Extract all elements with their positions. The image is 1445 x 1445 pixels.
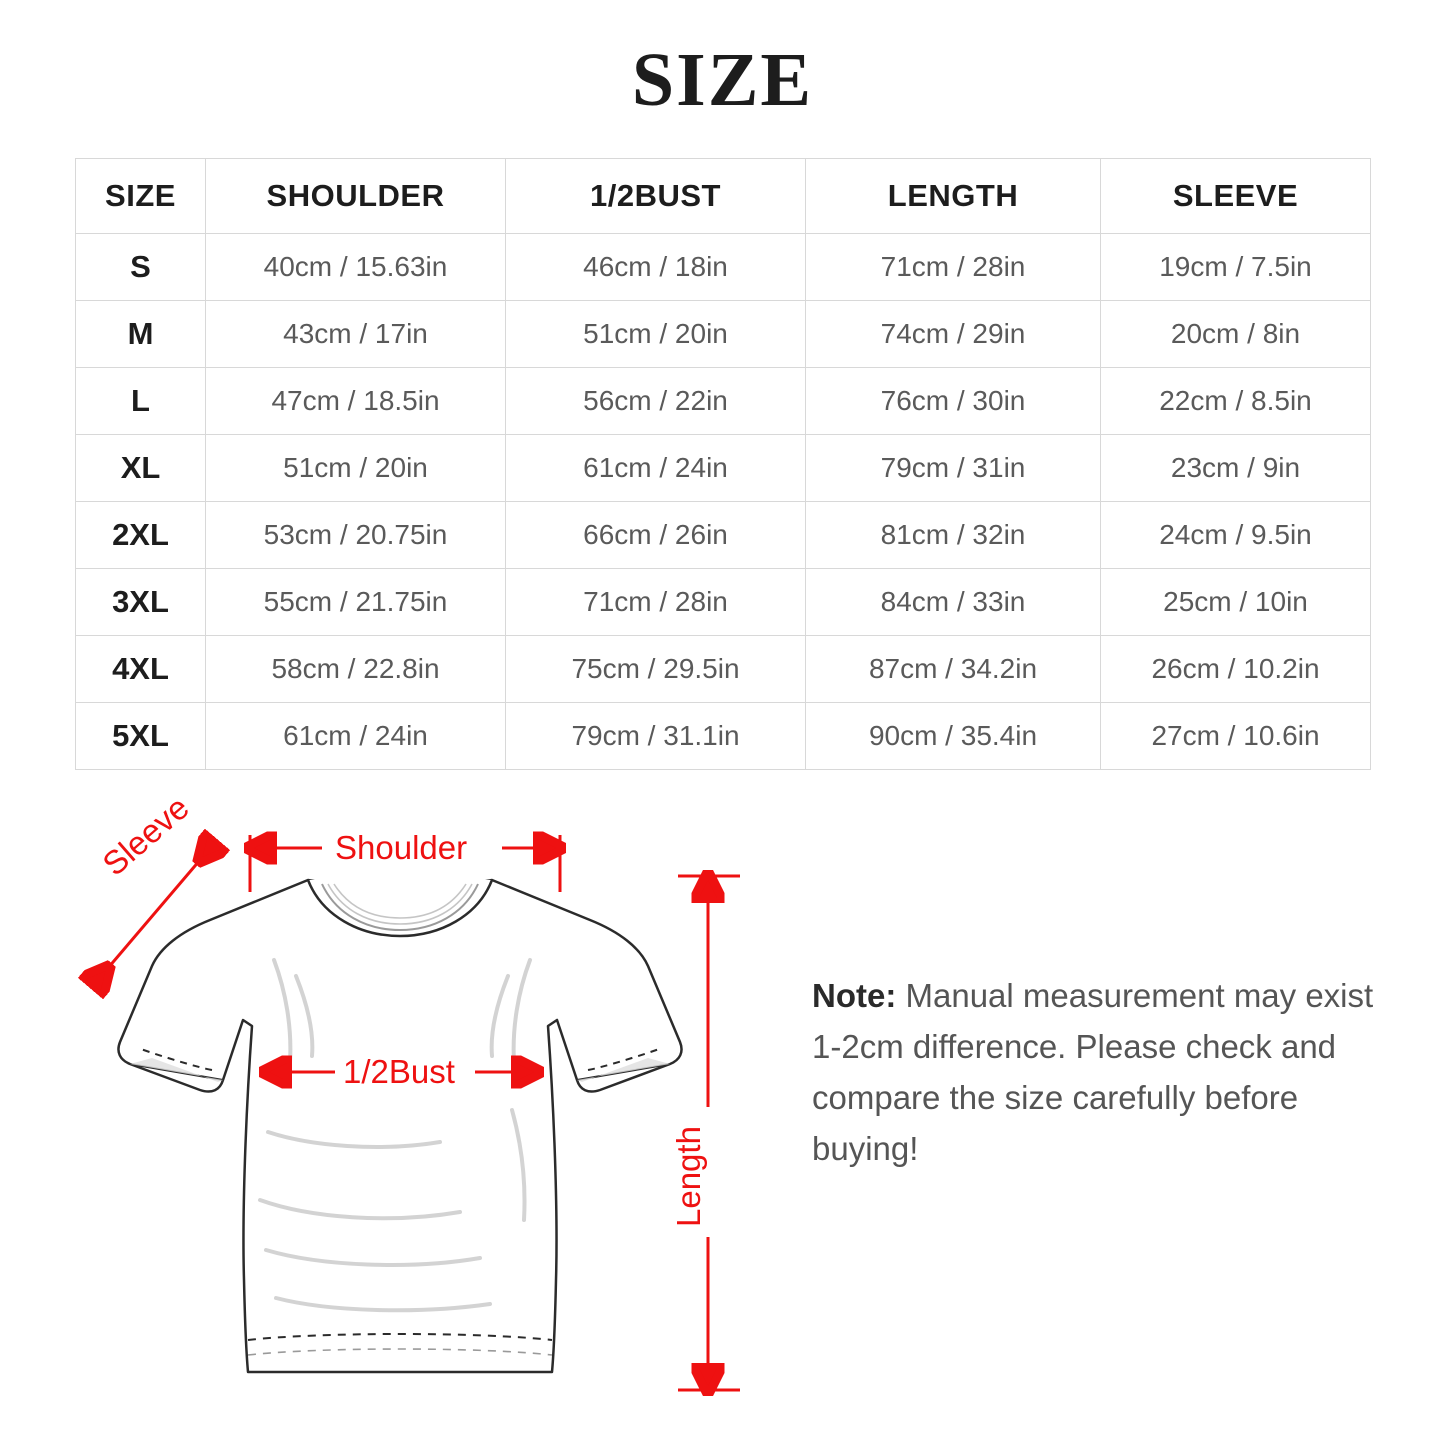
cell-shoulder: 61cm / 24in xyxy=(206,703,506,770)
label-length: Length xyxy=(670,1126,707,1227)
cell-shoulder: 47cm / 18.5in xyxy=(206,368,506,435)
cell-sleeve: 27cm / 10.6in xyxy=(1101,703,1371,770)
cell-length: 84cm / 33in xyxy=(806,569,1101,636)
cell-size: XL xyxy=(76,435,206,502)
cell-size: S xyxy=(76,234,206,301)
cell-size: 5XL xyxy=(76,703,206,770)
cell-length: 79cm / 31in xyxy=(806,435,1101,502)
cell-length: 76cm / 30in xyxy=(806,368,1101,435)
table-row xyxy=(76,569,1371,636)
tshirt-illustration xyxy=(118,880,681,1372)
table-header-row xyxy=(76,159,1371,234)
table-row xyxy=(76,636,1371,703)
cell-shoulder: 51cm / 20in xyxy=(206,435,506,502)
table-row xyxy=(76,301,1371,368)
cell-shoulder: 40cm / 15.63in xyxy=(206,234,506,301)
cell-sleeve: 24cm / 9.5in xyxy=(1101,502,1371,569)
table-row xyxy=(76,435,1371,502)
cell-length: 74cm / 29in xyxy=(806,301,1101,368)
size-chart-table xyxy=(75,158,1371,770)
cell-sleeve: 25cm / 10in xyxy=(1101,569,1371,636)
label-bust: 1/2Bust xyxy=(343,1053,455,1090)
cell-size: M xyxy=(76,301,206,368)
label-shoulder: Shoulder xyxy=(335,829,468,866)
cell-shoulder: 43cm / 17in xyxy=(206,301,506,368)
cell-length: 87cm / 34.2in xyxy=(806,636,1101,703)
cell-sleeve: 19cm / 7.5in xyxy=(1101,234,1371,301)
cell-size: L xyxy=(76,368,206,435)
table-row xyxy=(76,234,1371,301)
column-header-length: LENGTH xyxy=(806,159,1101,234)
cell-size: 4XL xyxy=(76,636,206,703)
cell-length: 81cm / 32in xyxy=(806,502,1101,569)
cell-bust: 51cm / 20in xyxy=(506,301,806,368)
size-chart-table-container xyxy=(75,158,1370,770)
column-header-shoulder: SHOULDER xyxy=(206,159,506,234)
column-header-sleeve: SLEEVE xyxy=(1101,159,1371,234)
cell-bust: 56cm / 22in xyxy=(506,368,806,435)
note-body: Manual measurement may exist 1-2cm difference. Please check and compare the size carefully before buying! xyxy=(812,977,1374,1168)
cell-shoulder: 58cm / 22.8in xyxy=(206,636,506,703)
tshirt-measurement-diagram xyxy=(60,780,800,1440)
measurement-diagram-area xyxy=(0,770,1445,1445)
cell-length: 71cm / 28in xyxy=(806,234,1101,301)
cell-bust: 66cm / 26in xyxy=(506,502,806,569)
cell-length: 90cm / 35.4in xyxy=(806,703,1101,770)
cell-sleeve: 23cm / 9in xyxy=(1101,435,1371,502)
label-sleeve: Sleeve xyxy=(95,788,196,883)
cell-bust: 71cm / 28in xyxy=(506,569,806,636)
note-text xyxy=(812,970,1392,1175)
cell-shoulder: 53cm / 20.75in xyxy=(206,502,506,569)
cell-size: 3XL xyxy=(76,569,206,636)
cell-bust: 46cm / 18in xyxy=(506,234,806,301)
cell-sleeve: 20cm / 8in xyxy=(1101,301,1371,368)
cell-size: 2XL xyxy=(76,502,206,569)
cell-sleeve: 22cm / 8.5in xyxy=(1101,368,1371,435)
column-header-bust: 1/2BUST xyxy=(506,159,806,234)
cell-bust: 61cm / 24in xyxy=(506,435,806,502)
table-row xyxy=(76,502,1371,569)
note-label: Note: xyxy=(812,977,897,1014)
table-row xyxy=(76,368,1371,435)
page-title: SIZE xyxy=(631,38,814,122)
cell-bust: 79cm / 31.1in xyxy=(506,703,806,770)
column-header-size: SIZE xyxy=(76,159,206,234)
table-row xyxy=(76,703,1371,770)
cell-shoulder: 55cm / 21.75in xyxy=(206,569,506,636)
cell-sleeve: 26cm / 10.2in xyxy=(1101,636,1371,703)
cell-bust: 75cm / 29.5in xyxy=(506,636,806,703)
